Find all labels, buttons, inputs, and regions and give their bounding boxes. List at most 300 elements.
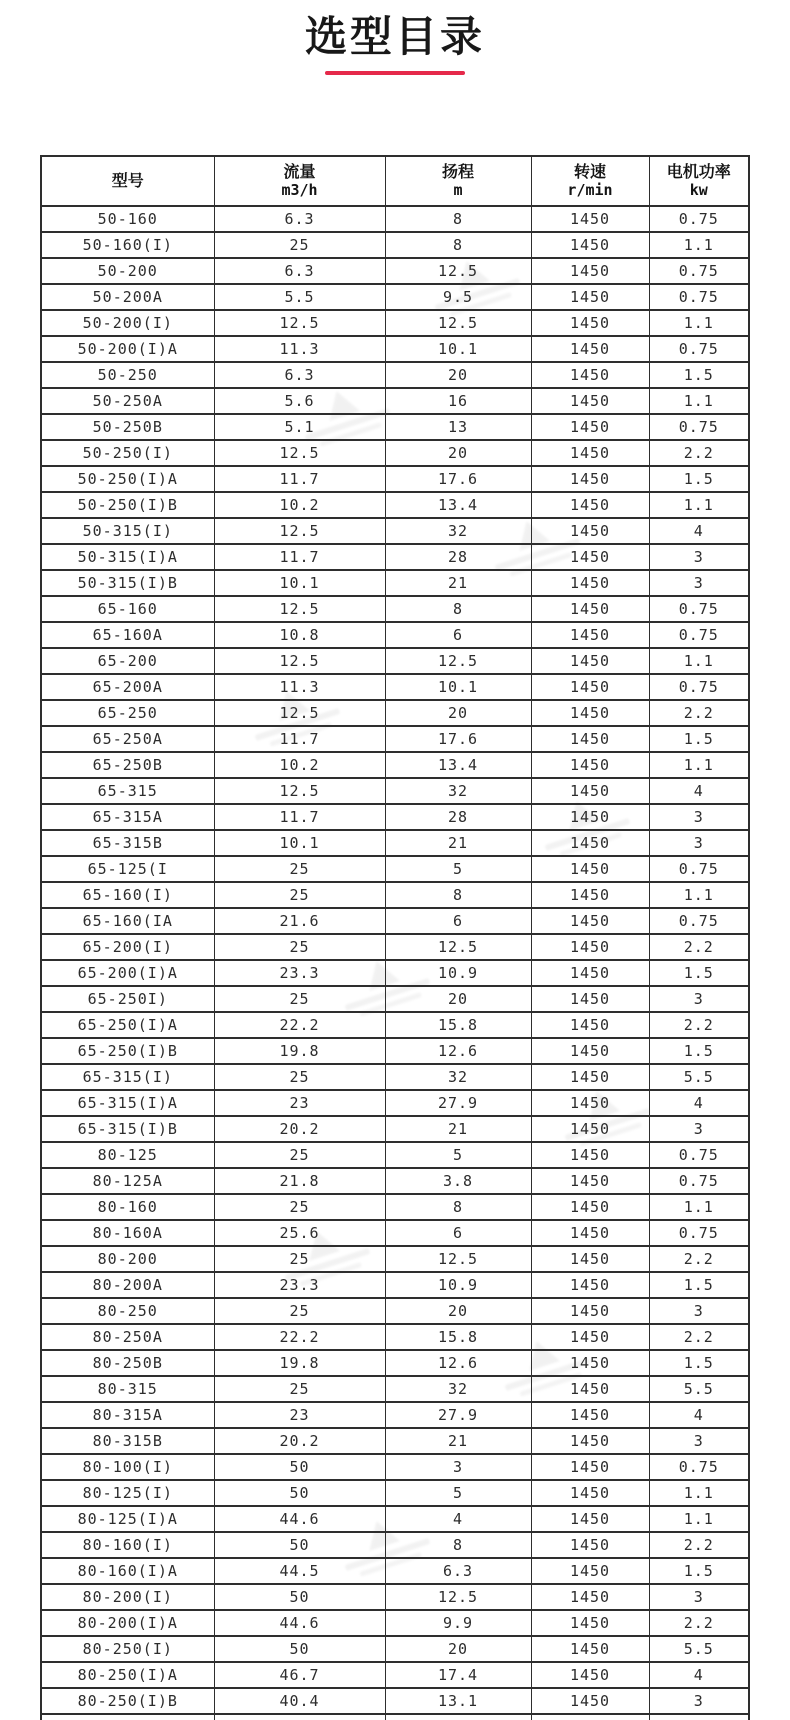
cell-flow: 25 bbox=[214, 1064, 385, 1090]
cell-power: 1.1 bbox=[649, 1506, 749, 1532]
cell-power: 1.5 bbox=[649, 362, 749, 388]
cell-power: 1.5 bbox=[649, 726, 749, 752]
table-row bbox=[41, 336, 749, 362]
cell-speed: 1450 bbox=[531, 1480, 649, 1506]
cell-flow: 19.8 bbox=[214, 1038, 385, 1064]
cell-head: 5 bbox=[385, 856, 531, 882]
cell-flow: 50 bbox=[214, 1454, 385, 1480]
cell-power: 3 bbox=[649, 570, 749, 596]
cell-flow: 20.2 bbox=[214, 1116, 385, 1142]
table-row bbox=[41, 1636, 749, 1662]
page-title: 选型目录 bbox=[304, 13, 485, 60]
cell-flow: 6.3 bbox=[214, 206, 385, 232]
table-row bbox=[41, 1402, 749, 1428]
cell-power: 1.1 bbox=[649, 1480, 749, 1506]
cell-speed: 1450 bbox=[531, 960, 649, 986]
cell-power: 0.75 bbox=[649, 284, 749, 310]
cell-speed: 1450 bbox=[531, 908, 649, 934]
cell-head: 27.9 bbox=[385, 1090, 531, 1116]
cell-head: 12.5 bbox=[385, 1246, 531, 1272]
cell-flow: 25 bbox=[214, 1376, 385, 1402]
col-header-flow bbox=[214, 156, 385, 206]
cell-power: 3 bbox=[649, 830, 749, 856]
cell-flow: 22.2 bbox=[214, 1324, 385, 1350]
cell-power: 3 bbox=[649, 544, 749, 570]
cell-model: 50-200A bbox=[41, 284, 214, 310]
cell-flow: 46.7 bbox=[214, 1662, 385, 1688]
cell-power: 2.2 bbox=[649, 1012, 749, 1038]
cell-model: 65-160(I) bbox=[41, 882, 214, 908]
cell-model: 80-100(I) bbox=[41, 1454, 214, 1480]
cell-flow: 12.5 bbox=[214, 700, 385, 726]
cell-flow: 12.5 bbox=[214, 648, 385, 674]
cell-head: 20 bbox=[385, 986, 531, 1012]
cell-model: 50-250 bbox=[41, 362, 214, 388]
cell-speed: 1450 bbox=[531, 440, 649, 466]
cell-flow: 11.3 bbox=[214, 336, 385, 362]
title-underline bbox=[325, 71, 465, 75]
cell-head: 6 bbox=[385, 622, 531, 648]
cell-speed: 1450 bbox=[531, 648, 649, 674]
cell-model: 65-160A bbox=[41, 622, 214, 648]
cell-power: 4 bbox=[649, 1090, 749, 1116]
cell-speed: 1450 bbox=[531, 1662, 649, 1688]
cell-flow: 12.5 bbox=[214, 440, 385, 466]
cell-model: 65-125(I bbox=[41, 856, 214, 882]
cell-flow: 11.3 bbox=[214, 674, 385, 700]
cell-flow: 50 bbox=[214, 1480, 385, 1506]
cell-power: 2.2 bbox=[649, 700, 749, 726]
cell-model: 80-160 bbox=[41, 1194, 214, 1220]
cell-flow: 25.6 bbox=[214, 1220, 385, 1246]
cell-power: 4 bbox=[649, 518, 749, 544]
cell-model: 80-160A bbox=[41, 1220, 214, 1246]
cell-model: 65-200(I) bbox=[41, 934, 214, 960]
cell-flow: 50 bbox=[214, 1584, 385, 1610]
cell-speed: 1450 bbox=[531, 1324, 649, 1350]
cell-power: 3 bbox=[649, 1428, 749, 1454]
cell-model: 80-125A bbox=[41, 1168, 214, 1194]
table-row bbox=[41, 700, 749, 726]
table-body-cutoff bbox=[41, 1714, 749, 1720]
cell-model: 65-250(I)B bbox=[41, 1038, 214, 1064]
cell-head: 8 bbox=[385, 1532, 531, 1558]
cell-head: 8 bbox=[385, 206, 531, 232]
cell-speed: 1450 bbox=[531, 934, 649, 960]
cell-speed: 1450 bbox=[531, 362, 649, 388]
cell-head: 13.4 bbox=[385, 492, 531, 518]
table-row bbox=[41, 674, 749, 700]
cell-flow: 25 bbox=[214, 986, 385, 1012]
cell-head: 21 bbox=[385, 830, 531, 856]
cell-flow: 12.5 bbox=[214, 310, 385, 336]
cell-head: 8 bbox=[385, 232, 531, 258]
cell-head: 15.8 bbox=[385, 1324, 531, 1350]
cell-speed: 1450 bbox=[531, 466, 649, 492]
cell-flow: 23.3 bbox=[214, 1272, 385, 1298]
col-header-flow-unit: m3/h bbox=[281, 181, 318, 199]
cell-flow: 25 bbox=[214, 232, 385, 258]
cell-speed: 1450 bbox=[531, 1610, 649, 1636]
cell-model: 50-250B bbox=[41, 414, 214, 440]
cell-flow: 23.3 bbox=[214, 960, 385, 986]
cell-model: 80-200(I)A bbox=[41, 1610, 214, 1636]
cell-speed: 1450 bbox=[531, 882, 649, 908]
table-row bbox=[41, 544, 749, 570]
table-row bbox=[41, 726, 749, 752]
cell-flow: 25 bbox=[214, 934, 385, 960]
cell-flow: 25 bbox=[214, 1246, 385, 1272]
cell-model: 80-125(I) bbox=[41, 1480, 214, 1506]
cell-power: 0.75 bbox=[649, 856, 749, 882]
cell-model: 65-250A bbox=[41, 726, 214, 752]
cell-head: 16 bbox=[385, 388, 531, 414]
table-row bbox=[41, 804, 749, 830]
table-row bbox=[41, 414, 749, 440]
cell-head: 10.1 bbox=[385, 674, 531, 700]
table-row bbox=[41, 518, 749, 544]
cell-power: 2.2 bbox=[649, 440, 749, 466]
cell-flow: 25 bbox=[214, 1194, 385, 1220]
cell-model: 80-125 bbox=[41, 1142, 214, 1168]
table-row bbox=[41, 1324, 749, 1350]
cell-model: 50-250(I)B bbox=[41, 492, 214, 518]
cell-speed: 1450 bbox=[531, 1038, 649, 1064]
table-body bbox=[41, 206, 749, 1714]
table-row bbox=[41, 1012, 749, 1038]
cell-flow: 40.4 bbox=[214, 1688, 385, 1714]
cell-power: 1.5 bbox=[649, 1272, 749, 1298]
table-header-row bbox=[41, 156, 749, 206]
cell-power: 0.75 bbox=[649, 674, 749, 700]
cell-speed bbox=[531, 1714, 649, 1720]
table-row bbox=[41, 1376, 749, 1402]
table-row bbox=[41, 622, 749, 648]
cell-speed: 1450 bbox=[531, 856, 649, 882]
cell-model: 65-315(I) bbox=[41, 1064, 214, 1090]
cell-head: 20 bbox=[385, 1636, 531, 1662]
cell-speed: 1450 bbox=[531, 258, 649, 284]
cell-head: 28 bbox=[385, 544, 531, 570]
cell-model: 65-315A bbox=[41, 804, 214, 830]
cell-speed: 1450 bbox=[531, 336, 649, 362]
table-row bbox=[41, 1688, 749, 1714]
cell-head: 12.5 bbox=[385, 1584, 531, 1610]
cell-head: 10.1 bbox=[385, 336, 531, 362]
cell-model: 80-315B bbox=[41, 1428, 214, 1454]
cell-power: 0.75 bbox=[649, 206, 749, 232]
cell-flow: 10.1 bbox=[214, 830, 385, 856]
cell-speed: 1450 bbox=[531, 1350, 649, 1376]
cell-power: 0.75 bbox=[649, 1142, 749, 1168]
cell-flow: 50 bbox=[214, 1636, 385, 1662]
table-row bbox=[41, 648, 749, 674]
cell-model: 50-200(I) bbox=[41, 310, 214, 336]
cell-head: 17.6 bbox=[385, 466, 531, 492]
cell-power: 5.5 bbox=[649, 1376, 749, 1402]
cell-model: 80-200A bbox=[41, 1272, 214, 1298]
cell-speed: 1450 bbox=[531, 830, 649, 856]
cell-power: 1.1 bbox=[649, 232, 749, 258]
cell-head: 12.5 bbox=[385, 258, 531, 284]
cell-power: 1.5 bbox=[649, 1558, 749, 1584]
cell-model: 65-160 bbox=[41, 596, 214, 622]
table-row bbox=[41, 362, 749, 388]
cell-power: 1.1 bbox=[649, 388, 749, 414]
cell-flow: 21.8 bbox=[214, 1168, 385, 1194]
col-header-speed-unit: r/min bbox=[567, 181, 613, 199]
table-row bbox=[41, 882, 749, 908]
cell-model: 80-250A bbox=[41, 1324, 214, 1350]
cell-power: 0.75 bbox=[649, 414, 749, 440]
cell-head: 10.9 bbox=[385, 960, 531, 986]
cell-model: 50-250(I)A bbox=[41, 466, 214, 492]
cell-model: 65-200A bbox=[41, 674, 214, 700]
cell-model: 50-315(I) bbox=[41, 518, 214, 544]
cell-head: 20 bbox=[385, 700, 531, 726]
cell-flow: 10.1 bbox=[214, 570, 385, 596]
cell-power bbox=[649, 1714, 749, 1720]
cell-power: 0.75 bbox=[649, 258, 749, 284]
cell-speed: 1450 bbox=[531, 1298, 649, 1324]
cell-flow: 23 bbox=[214, 1090, 385, 1116]
cell-head: 32 bbox=[385, 518, 531, 544]
cell-model: 80-200(I) bbox=[41, 1584, 214, 1610]
cell-model bbox=[41, 1714, 214, 1720]
table-row bbox=[41, 1480, 749, 1506]
table-row bbox=[41, 1558, 749, 1584]
table-row bbox=[41, 778, 749, 804]
cell-speed: 1450 bbox=[531, 1558, 649, 1584]
cell-power: 3 bbox=[649, 804, 749, 830]
cell-head: 9.9 bbox=[385, 1610, 531, 1636]
cell-model: 50-160 bbox=[41, 206, 214, 232]
cell-model: 65-315(I)B bbox=[41, 1116, 214, 1142]
table-row-cutoff bbox=[41, 1714, 749, 1720]
cell-flow: 25 bbox=[214, 856, 385, 882]
cell-speed: 1450 bbox=[531, 570, 649, 596]
table-row bbox=[41, 908, 749, 934]
cell-speed: 1450 bbox=[531, 206, 649, 232]
cell-power: 1.1 bbox=[649, 648, 749, 674]
table-row bbox=[41, 284, 749, 310]
cell-model: 80-250B bbox=[41, 1350, 214, 1376]
table-row bbox=[41, 1506, 749, 1532]
cell-flow: 10.2 bbox=[214, 752, 385, 778]
cell-head: 15.8 bbox=[385, 1012, 531, 1038]
cell-flow: 19.8 bbox=[214, 1350, 385, 1376]
col-header-power bbox=[649, 156, 749, 206]
table-row bbox=[41, 1194, 749, 1220]
cell-speed: 1450 bbox=[531, 518, 649, 544]
cell-power: 4 bbox=[649, 1662, 749, 1688]
cell-head: 3.8 bbox=[385, 1168, 531, 1194]
cell-flow: 10.2 bbox=[214, 492, 385, 518]
cell-speed: 1450 bbox=[531, 544, 649, 570]
col-header-flow-label: 流量 bbox=[283, 164, 316, 181]
cell-model: 80-250(I) bbox=[41, 1636, 214, 1662]
cell-head: 27.9 bbox=[385, 1402, 531, 1428]
cell-flow: 12.5 bbox=[214, 778, 385, 804]
cell-speed: 1450 bbox=[531, 1220, 649, 1246]
cell-power: 1.1 bbox=[649, 882, 749, 908]
cell-speed: 1450 bbox=[531, 1194, 649, 1220]
cell-power: 2.2 bbox=[649, 1610, 749, 1636]
cell-flow: 25 bbox=[214, 882, 385, 908]
cell-speed: 1450 bbox=[531, 492, 649, 518]
cell-flow: 11.7 bbox=[214, 544, 385, 570]
cell-flow: 5.1 bbox=[214, 414, 385, 440]
cell-speed: 1450 bbox=[531, 1584, 649, 1610]
cell-flow: 25 bbox=[214, 1142, 385, 1168]
cell-head: 28 bbox=[385, 804, 531, 830]
cell-model: 80-315A bbox=[41, 1402, 214, 1428]
cell-head: 21 bbox=[385, 1116, 531, 1142]
cell-model: 65-250(I)A bbox=[41, 1012, 214, 1038]
cell-power: 0.75 bbox=[649, 596, 749, 622]
cell-speed: 1450 bbox=[531, 414, 649, 440]
cell-flow: 25 bbox=[214, 1298, 385, 1324]
cell-speed: 1450 bbox=[531, 1142, 649, 1168]
cell-power: 1.1 bbox=[649, 310, 749, 336]
cell-head: 13.4 bbox=[385, 752, 531, 778]
cell-speed: 1450 bbox=[531, 232, 649, 258]
cell-speed: 1450 bbox=[531, 1246, 649, 1272]
cell-head: 21 bbox=[385, 570, 531, 596]
cell-speed: 1450 bbox=[531, 622, 649, 648]
selection-catalog-table bbox=[40, 155, 750, 1720]
col-header-power-unit: kw bbox=[689, 181, 708, 199]
cell-power: 1.1 bbox=[649, 1194, 749, 1220]
col-header-speed-label: 转速 bbox=[573, 164, 606, 181]
cell-head: 3 bbox=[385, 1454, 531, 1480]
table-row bbox=[41, 1220, 749, 1246]
table-row bbox=[41, 986, 749, 1012]
table-row bbox=[41, 1272, 749, 1298]
cell-head: 20 bbox=[385, 1298, 531, 1324]
table-row bbox=[41, 1142, 749, 1168]
table-row bbox=[41, 596, 749, 622]
cell-speed: 1450 bbox=[531, 1012, 649, 1038]
table-row bbox=[41, 1610, 749, 1636]
cell-power: 0.75 bbox=[649, 1168, 749, 1194]
cell-speed: 1450 bbox=[531, 1090, 649, 1116]
cell-head: 17.6 bbox=[385, 726, 531, 752]
table-row bbox=[41, 856, 749, 882]
table-row bbox=[41, 1064, 749, 1090]
cell-speed: 1450 bbox=[531, 1532, 649, 1558]
cell-speed: 1450 bbox=[531, 1506, 649, 1532]
cell-power: 2.2 bbox=[649, 1246, 749, 1272]
cell-speed: 1450 bbox=[531, 700, 649, 726]
cell-power: 0.75 bbox=[649, 908, 749, 934]
cell-head: 12.6 bbox=[385, 1350, 531, 1376]
cell-power: 1.5 bbox=[649, 1038, 749, 1064]
cell-model: 50-160(I) bbox=[41, 232, 214, 258]
table-row bbox=[41, 1116, 749, 1142]
cell-head: 4 bbox=[385, 1506, 531, 1532]
col-header-head bbox=[385, 156, 531, 206]
cell-power: 4 bbox=[649, 1402, 749, 1428]
cell-model: 65-315(I)A bbox=[41, 1090, 214, 1116]
cell-speed: 1450 bbox=[531, 1428, 649, 1454]
cell-power: 3 bbox=[649, 1688, 749, 1714]
table-row bbox=[41, 258, 749, 284]
cell-power: 4 bbox=[649, 778, 749, 804]
cell-speed: 1450 bbox=[531, 1064, 649, 1090]
cell-head: 32 bbox=[385, 1064, 531, 1090]
table-row bbox=[41, 1350, 749, 1376]
cell-flow: 22.2 bbox=[214, 1012, 385, 1038]
cell-model: 80-160(I)A bbox=[41, 1558, 214, 1584]
cell-flow: 10.8 bbox=[214, 622, 385, 648]
cell-head: 12.5 bbox=[385, 310, 531, 336]
table-row bbox=[41, 934, 749, 960]
cell-head: 12.5 bbox=[385, 648, 531, 674]
table-row bbox=[41, 830, 749, 856]
table-row bbox=[41, 1090, 749, 1116]
cell-power: 2.2 bbox=[649, 1324, 749, 1350]
cell-speed: 1450 bbox=[531, 388, 649, 414]
cell-flow: 12.5 bbox=[214, 518, 385, 544]
cell-model: 50-250A bbox=[41, 388, 214, 414]
cell-head: 32 bbox=[385, 778, 531, 804]
cell-head: 20 bbox=[385, 362, 531, 388]
cell-power: 5.5 bbox=[649, 1636, 749, 1662]
cell-power: 0.75 bbox=[649, 1220, 749, 1246]
table-row bbox=[41, 440, 749, 466]
cell-model: 50-200 bbox=[41, 258, 214, 284]
cell-speed: 1450 bbox=[531, 1402, 649, 1428]
col-header-model bbox=[41, 156, 214, 206]
cell-power: 0.75 bbox=[649, 622, 749, 648]
table-row bbox=[41, 752, 749, 778]
cell-power: 1.1 bbox=[649, 752, 749, 778]
cell-model: 65-315B bbox=[41, 830, 214, 856]
cell-speed: 1450 bbox=[531, 284, 649, 310]
table-row bbox=[41, 570, 749, 596]
cell-head: 8 bbox=[385, 1194, 531, 1220]
cell-flow: 21.6 bbox=[214, 908, 385, 934]
cell-head: 8 bbox=[385, 882, 531, 908]
cell-power: 2.2 bbox=[649, 1532, 749, 1558]
cell-model: 65-200 bbox=[41, 648, 214, 674]
cell-flow: 5.6 bbox=[214, 388, 385, 414]
table-row bbox=[41, 1662, 749, 1688]
cell-head: 13.1 bbox=[385, 1688, 531, 1714]
table-row bbox=[41, 388, 749, 414]
cell-model: 80-125(I)A bbox=[41, 1506, 214, 1532]
cell-power: 3 bbox=[649, 1584, 749, 1610]
cell-model: 65-250I) bbox=[41, 986, 214, 1012]
cell-flow: 50 bbox=[214, 1532, 385, 1558]
cell-flow: 11.7 bbox=[214, 466, 385, 492]
cell-model: 65-160(IA bbox=[41, 908, 214, 934]
cell-flow: 6.3 bbox=[214, 362, 385, 388]
cell-model: 50-200(I)A bbox=[41, 336, 214, 362]
cell-head: 10.9 bbox=[385, 1272, 531, 1298]
table-row bbox=[41, 1298, 749, 1324]
cell-speed: 1450 bbox=[531, 726, 649, 752]
cell-model: 80-200 bbox=[41, 1246, 214, 1272]
cell-head: 12.5 bbox=[385, 934, 531, 960]
col-header-model-label: 型号 bbox=[111, 172, 144, 190]
cell-power: 3 bbox=[649, 1116, 749, 1142]
cell-flow bbox=[214, 1714, 385, 1720]
cell-flow: 6.3 bbox=[214, 258, 385, 284]
cell-head: 5 bbox=[385, 1142, 531, 1168]
cell-speed: 1450 bbox=[531, 596, 649, 622]
